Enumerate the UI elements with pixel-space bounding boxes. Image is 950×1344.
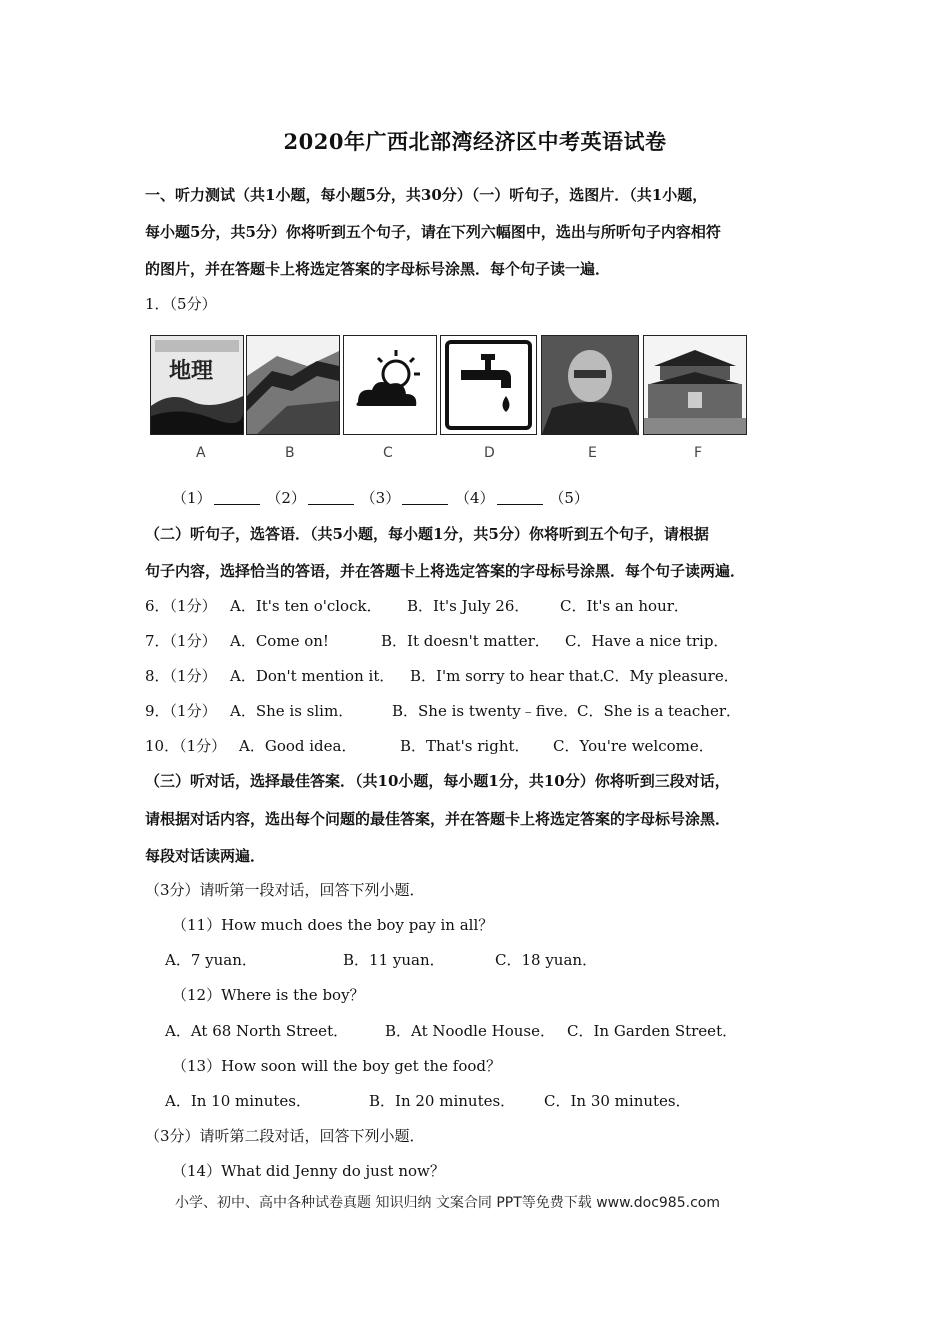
answer-blank-1[interactable] — [214, 490, 260, 505]
option-a: A．Come on! — [230, 632, 329, 650]
section1-instruction-line1: 一、听力测试（共1小题，每小题5分，共30分）（一）听句子，选图片．（共1小题， — [145, 186, 708, 204]
question-13: （13）How soon will the boy get the food？ — [172, 1057, 502, 1075]
picture-label-a: A — [196, 445, 206, 461]
option-b: B．11 yuan． — [343, 951, 445, 969]
picture-d-water-tap — [440, 335, 537, 435]
picture-label-e: E — [588, 445, 597, 461]
picture-label-b: B — [285, 445, 295, 461]
dialog-2-instruction: （3分）请听第二段对话，回答下列小题． — [145, 1127, 425, 1145]
question-number: 7．（1分） — [145, 632, 217, 650]
option-a: A．7 yuan． — [165, 951, 257, 969]
picture-e-portrait — [541, 335, 639, 435]
answer-blanks — [172, 487, 589, 508]
option-c: C．In 30 minutes． — [544, 1092, 691, 1110]
option-c: C．She is a teacher． — [577, 702, 741, 720]
answer-blank-4[interactable] — [497, 490, 543, 505]
option-b: B．At Noodle House． — [385, 1022, 555, 1040]
option-b: B．That's right． — [400, 737, 530, 755]
option-b: B．In 20 minutes． — [369, 1092, 516, 1110]
section2-instruction-line1: （二）听句子，选答语．（共5小题，每小题1分，共5分）你将听到五个句子，请根据 — [145, 525, 709, 543]
picture-label-f: F — [694, 445, 703, 461]
option-a: A．At 68 North Street． — [165, 1022, 349, 1040]
option-a: A．In 10 minutes． — [165, 1092, 311, 1110]
blank-label-4: （4） — [454, 489, 495, 507]
section3-instruction-line1: （三）听对话，选择最佳答案．（共10小题，每小题1分，共10分）你将听到三段对话， — [145, 772, 730, 790]
section1-instruction-line3: 的图片，并在答题卡上将选定答案的字母标号涂黑．每个句子读一遍． — [145, 260, 611, 278]
option-c: C．Have a nice trip． — [565, 632, 729, 650]
option-c: C．It's an hour． — [560, 597, 689, 615]
option-c: C．You're welcome． — [553, 737, 714, 755]
blank-label-2: （2） — [266, 489, 306, 507]
option-b: B．It doesn't matter． — [381, 632, 550, 650]
picture-options — [145, 325, 755, 465]
picture-a-geography-book — [150, 335, 244, 435]
answer-blank-3[interactable] — [402, 490, 448, 505]
question-12: （12）Where is the boy？ — [172, 986, 365, 1004]
section2-instruction-line2: 句子内容，选择恰当的答语，并在答题卡上将选定答案的字母标号涂黑．每个句子读两遍． — [145, 562, 746, 580]
section3-instruction-line2: 请根据对话内容，选出每个问题的最佳答案，并在答题卡上将选定答案的字母标号涂黑． — [145, 810, 731, 828]
option-a: A．Good idea． — [239, 737, 357, 755]
option-c: C．In Garden Street． — [567, 1022, 738, 1040]
picture-label-c: C — [383, 445, 393, 461]
option-c: C．18 yuan． — [495, 951, 598, 969]
picture-f-tiananmen — [643, 335, 747, 435]
page-title: 2020年广西北部湾经济区中考英语试卷 — [283, 129, 667, 154]
answer-blank-2[interactable] — [308, 490, 354, 505]
option-b: B．I'm sorry to hear that． — [410, 667, 615, 685]
blank-label-3: （3） — [360, 489, 401, 507]
book-title: 地理 — [169, 359, 214, 384]
picture-label-d: D — [484, 445, 495, 461]
page-footer: 小学、初中、高中各种试卷真题 知识归纳 文案合同 PPT等免费下载 www.doc985.com — [175, 1195, 720, 1211]
section1-instruction-line2: 每小题5分，共5分）你将听到五个句子，请在下列六幅图中，选出与所听句子内容相符 — [145, 223, 721, 241]
question-number: 10．（1分） — [145, 737, 227, 755]
section3-instruction-line3: 每段对话读两遍． — [145, 847, 266, 865]
blank-label-5: （5） — [549, 489, 589, 507]
question-14: （14）What did Jenny do just now？ — [172, 1162, 445, 1180]
dialog-1-instruction: （3分）请听第一段对话，回答下列小题． — [145, 881, 425, 899]
question-11: （11）How much does the boy pay in all？ — [172, 916, 494, 934]
picture-c-sun-and-cloud — [343, 335, 437, 435]
option-a: A．Don't mention it． — [230, 667, 395, 685]
question-number: 8．（1分） — [145, 667, 217, 685]
option-b: B．She is twenty﹣five． — [392, 702, 579, 720]
question-number: 6．（1分） — [145, 597, 217, 615]
option-b: B．It's July 26． — [407, 597, 530, 615]
option-a: A．She is slim． — [230, 702, 354, 720]
option-c: C．My pleasure． — [603, 667, 739, 685]
question-1-label: 1．（5分） — [145, 295, 217, 313]
picture-b-great-wall — [246, 335, 340, 435]
question-number: 9．（1分） — [145, 702, 217, 720]
blank-label-1: （1） — [172, 489, 212, 507]
option-a: A．It's ten o'clock． — [230, 597, 382, 615]
